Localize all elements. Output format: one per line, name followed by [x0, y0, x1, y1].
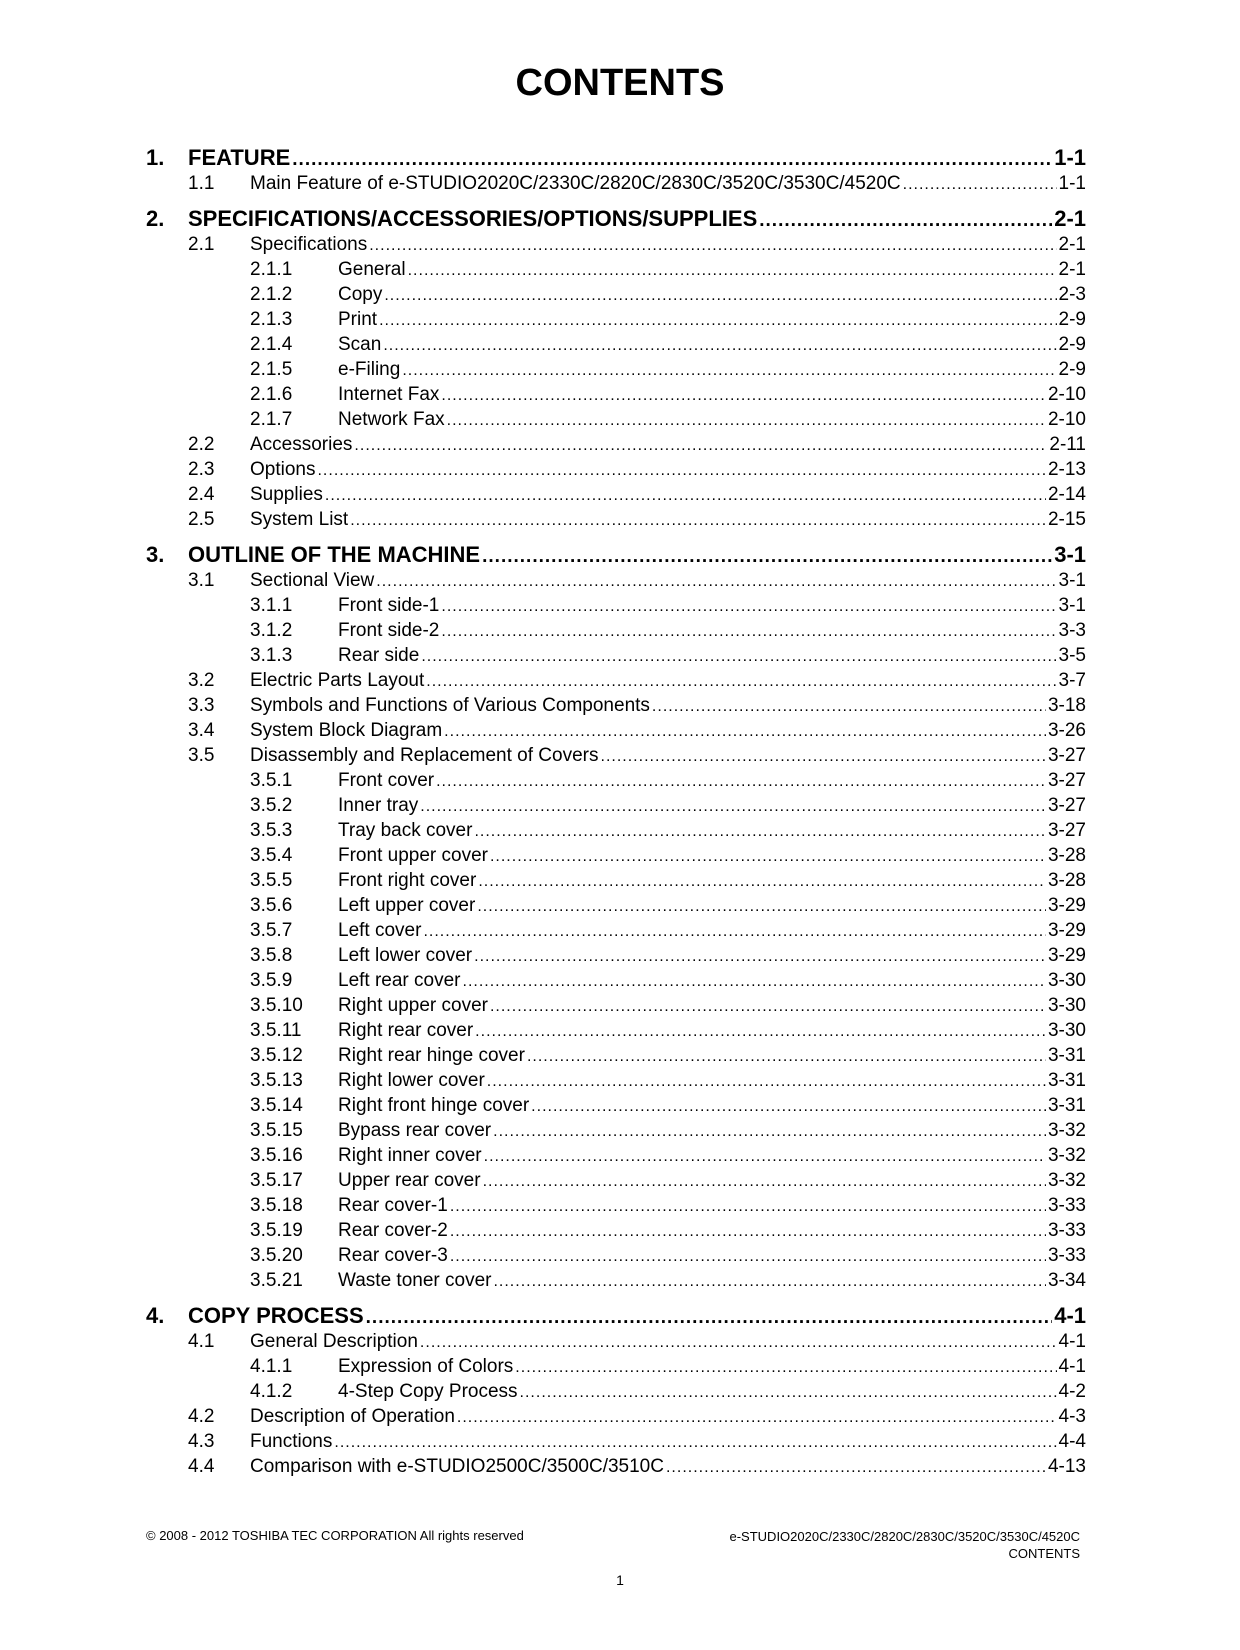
- toc-entry-title: Expression of Colors: [338, 1356, 514, 1377]
- toc-entry-page: 3-31: [1047, 1070, 1086, 1091]
- toc-entry-number: 3.5.15: [250, 1120, 303, 1141]
- dot-leader: [515, 1359, 1056, 1377]
- toc-chapter-row[interactable]: [146, 542, 1086, 570]
- toc-entry-page: 2-15: [1047, 509, 1086, 530]
- dot-leader: [531, 1098, 1046, 1116]
- toc-entry-title: Right lower cover: [338, 1070, 485, 1091]
- toc-entry-page: 3-34: [1047, 1270, 1086, 1291]
- toc-entry-number: 4.2: [188, 1406, 215, 1427]
- toc-entry-page: 3-1: [1058, 595, 1086, 616]
- toc-entry-row[interactable]: [146, 1170, 1086, 1195]
- toc-entry-row[interactable]: [146, 870, 1086, 895]
- toc-entry-row[interactable]: [146, 770, 1086, 795]
- toc-entry-title: Rear cover-2: [338, 1220, 448, 1241]
- dot-leader: [441, 598, 1056, 616]
- toc-entry-title: Main Feature of e-STUDIO2020C/2330C/2820C/2830C/3520C/3530C/4520C: [250, 173, 901, 194]
- toc-entry-number: 3.5.11: [250, 1020, 302, 1041]
- toc-entry-page: 3-1: [1054, 542, 1086, 567]
- toc-entry-row[interactable]: [146, 1245, 1086, 1270]
- toc-entry-row[interactable]: [146, 309, 1086, 334]
- toc-entry-row[interactable]: [146, 695, 1086, 720]
- dot-leader: [450, 1223, 1046, 1241]
- dot-leader: [493, 1273, 1046, 1291]
- toc-entry-page: 2-1: [1058, 234, 1086, 255]
- dot-leader: [402, 362, 1056, 380]
- toc-entry-title: FEATURE: [188, 145, 291, 170]
- toc-entry-title: Front cover: [338, 770, 435, 791]
- toc-entry-number: 3.5.2: [250, 795, 293, 816]
- toc-entry-row[interactable]: [146, 1145, 1086, 1170]
- toc-entry-title: Right upper cover: [338, 995, 488, 1016]
- toc-entry-number: 3.5.3: [250, 820, 293, 841]
- dot-leader: [384, 287, 1056, 305]
- toc-entry-number: 3.5.9: [250, 970, 293, 991]
- dot-leader: [379, 312, 1056, 330]
- toc-entry-number: 3.5.14: [250, 1095, 303, 1116]
- toc-entry-title: Waste toner cover: [338, 1270, 492, 1291]
- toc-entry-number: 2.1.3: [250, 309, 293, 330]
- toc-entry-row[interactable]: [146, 259, 1086, 284]
- toc-entry-row[interactable]: [146, 1381, 1086, 1406]
- toc-entry-row[interactable]: [146, 1020, 1086, 1045]
- dot-leader: [366, 1307, 1053, 1329]
- dot-leader: [376, 573, 1056, 591]
- toc-entry-page: 3-1: [1058, 570, 1086, 591]
- toc-entry-page: 3-27: [1047, 820, 1086, 841]
- toc-entry-page: 3-28: [1047, 845, 1086, 866]
- toc-entry-page: 3-31: [1047, 1045, 1086, 1066]
- toc-entry-title: Right front hinge cover: [338, 1095, 530, 1116]
- dot-leader: [474, 948, 1046, 966]
- dot-leader: [350, 512, 1046, 530]
- dot-leader: [426, 673, 1056, 691]
- toc-entry-page: 1-1: [1054, 145, 1086, 170]
- toc-entry-title: General Description: [250, 1331, 418, 1352]
- toc-entry-row[interactable]: [146, 1120, 1086, 1145]
- toc-entry-row[interactable]: [146, 234, 1086, 259]
- toc-entry-number: 3.5.13: [250, 1070, 303, 1091]
- toc-entry-title: Left rear cover: [338, 970, 461, 991]
- toc-entry-title: OUTLINE OF THE MACHINE: [188, 542, 481, 567]
- toc-entry-page: 3-29: [1047, 920, 1086, 941]
- toc-entry-number: 3.5.21: [250, 1270, 303, 1291]
- toc-entry-title: Internet Fax: [338, 384, 440, 405]
- toc-entry-row[interactable]: [146, 459, 1086, 484]
- toc-entry-page: 2-1: [1058, 259, 1086, 280]
- dot-leader: [408, 262, 1057, 280]
- toc-entry-page: 2-10: [1047, 384, 1086, 405]
- dot-leader: [441, 387, 1046, 405]
- toc-entry-title: Tray back cover: [338, 820, 473, 841]
- toc-entry-number: 3.5.18: [250, 1195, 303, 1216]
- toc-entry-page: 3-32: [1047, 1120, 1086, 1141]
- toc-entry-title: Rear side: [338, 645, 420, 666]
- dot-leader: [421, 648, 1056, 666]
- toc-entry-row[interactable]: [146, 434, 1086, 459]
- toc-entry-page: 3-27: [1047, 795, 1086, 816]
- toc-entry-title: Symbols and Functions of Various Components: [250, 695, 650, 716]
- toc-entry-title: Left cover: [338, 920, 422, 941]
- toc-entry-row[interactable]: [146, 995, 1086, 1020]
- dot-leader: [463, 973, 1046, 991]
- toc-entry-page: 2-1: [1054, 206, 1086, 231]
- toc-entry-number: 2.: [146, 206, 165, 231]
- dot-leader: [474, 823, 1046, 841]
- toc-entry-number: 3.5: [188, 745, 215, 766]
- toc-entry-page: 2-3: [1058, 284, 1086, 305]
- dot-leader: [444, 723, 1046, 741]
- dot-leader: [903, 176, 1057, 194]
- dot-leader: [457, 1409, 1057, 1427]
- toc-entry-page: 4-1: [1058, 1356, 1086, 1377]
- footer-section: CONTENTS: [1008, 1546, 1080, 1561]
- toc-entry-title: Left lower cover: [338, 945, 473, 966]
- toc-entry-title: Sectional View: [250, 570, 375, 591]
- dot-leader: [482, 546, 1052, 568]
- dot-leader: [441, 623, 1056, 641]
- dot-leader: [477, 898, 1046, 916]
- toc-entry-title: Copy: [338, 284, 383, 305]
- toc-entry-page: 2-10: [1047, 409, 1086, 430]
- toc-chapter-row[interactable]: [146, 1303, 1086, 1331]
- toc-entry-number: 4.3: [188, 1431, 215, 1452]
- toc-entry-page: 2-9: [1058, 309, 1086, 330]
- toc-entry-number: 3.5.5: [250, 870, 293, 891]
- dot-leader: [450, 1198, 1046, 1216]
- dot-leader: [420, 1334, 1057, 1352]
- toc-entry-row[interactable]: [146, 720, 1086, 745]
- toc-entry-page: 4-1: [1058, 1331, 1086, 1352]
- dot-leader: [759, 210, 1052, 232]
- toc-entry-number: 2.1.5: [250, 359, 293, 380]
- toc-entry-title: Electric Parts Layout: [250, 670, 425, 691]
- dot-leader: [292, 149, 1052, 171]
- toc-entry-row[interactable]: [146, 1045, 1086, 1070]
- toc-entry-number: 3.1.1: [250, 595, 293, 616]
- toc-entry-number: 3.5.16: [250, 1145, 303, 1166]
- toc-entry-number: 4.1: [188, 1331, 215, 1352]
- dot-leader: [666, 1459, 1046, 1477]
- toc-entry-title: Options: [250, 459, 316, 480]
- toc-entry-title: Left upper cover: [338, 895, 476, 916]
- toc-entry-row[interactable]: [146, 1356, 1086, 1381]
- footer-copyright: © 2008 - 2012 TOSHIBA TEC CORPORATION All rights reserved: [146, 1528, 524, 1543]
- footer-model: e-STUDIO2020C/2330C/2820C/2830C/3520C/3530C/4520C: [729, 1529, 1080, 1544]
- toc-entry-title: Rear cover-3: [338, 1245, 448, 1266]
- toc-entry-page: 3-33: [1047, 1245, 1086, 1266]
- toc-entry-number: 2.5: [188, 509, 215, 530]
- dot-leader: [484, 1148, 1046, 1166]
- toc-entry-page: 2-9: [1058, 359, 1086, 380]
- toc-entry-title: Front upper cover: [338, 845, 488, 866]
- toc-entry-row[interactable]: [146, 670, 1086, 695]
- toc-entry-row[interactable]: [146, 173, 1086, 198]
- toc-entry-number: 3.4: [188, 720, 215, 741]
- toc-entry-row[interactable]: [146, 1070, 1086, 1095]
- toc-entry-page: 4-2: [1058, 1381, 1086, 1402]
- toc-entry-row[interactable]: [146, 1456, 1086, 1481]
- toc-entry-number: 2.1.7: [250, 409, 293, 430]
- toc-entry-page: 3-29: [1047, 895, 1086, 916]
- toc-entry-number: 3.5.8: [250, 945, 293, 966]
- toc-entry-number: 3.5.7: [250, 920, 293, 941]
- toc-entry-row[interactable]: [146, 795, 1086, 820]
- toc-chapter-row[interactable]: [146, 206, 1086, 234]
- dot-leader: [334, 1434, 1056, 1452]
- toc-entry-number: 2.1.4: [250, 334, 293, 355]
- toc-entry-number: 3.5.12: [250, 1045, 303, 1066]
- toc-entry-row[interactable]: [146, 570, 1086, 595]
- toc-entry-row[interactable]: [146, 359, 1086, 384]
- dot-leader: [436, 773, 1046, 791]
- toc-entry-title: Accessories: [250, 434, 353, 455]
- toc-entry-page: 4-3: [1058, 1406, 1086, 1427]
- toc-entry-number: 1.1: [188, 173, 215, 194]
- toc-entry-title: Scan: [338, 334, 382, 355]
- toc-entry-number: 3.: [146, 542, 165, 567]
- dot-leader: [423, 923, 1046, 941]
- toc-entry-number: 3.2: [188, 670, 215, 691]
- toc-entry-number: 2.1: [188, 234, 215, 255]
- toc-entry-title: System Block Diagram: [250, 720, 443, 741]
- toc-entry-page: 3-28: [1047, 870, 1086, 891]
- toc-entry-title: Specifications: [250, 234, 368, 255]
- toc-entry-number: 3.5.10: [250, 995, 303, 1016]
- toc-entry-page: 2-13: [1047, 459, 1086, 480]
- toc-entry-row[interactable]: [146, 645, 1086, 670]
- toc-entry-row[interactable]: [146, 845, 1086, 870]
- toc-entry-number: 3.5.19: [250, 1220, 303, 1241]
- toc-entry-row[interactable]: [146, 509, 1086, 534]
- dot-leader: [325, 487, 1046, 505]
- dot-leader: [447, 412, 1046, 430]
- toc-entry-page: 3-30: [1047, 1020, 1086, 1041]
- dot-leader: [420, 798, 1046, 816]
- dot-leader: [520, 1384, 1057, 1402]
- toc-entry-row[interactable]: [146, 484, 1086, 509]
- toc-entry-page: 3-29: [1047, 945, 1086, 966]
- page-number: 1: [616, 1572, 624, 1588]
- dot-leader: [527, 1048, 1046, 1066]
- toc-entry-page: 3-33: [1047, 1220, 1086, 1241]
- toc-entry-title: e-Filing: [338, 359, 401, 380]
- toc-entry-page: 3-30: [1047, 995, 1086, 1016]
- toc-entry-title: Network Fax: [338, 409, 445, 430]
- toc-entry-number: 3.5.20: [250, 1245, 303, 1266]
- toc-entry-page: 3-27: [1047, 770, 1086, 791]
- toc-entry-page: 2-9: [1058, 334, 1086, 355]
- toc-entry-page: 4-13: [1047, 1456, 1086, 1477]
- toc-entry-row[interactable]: [146, 384, 1086, 409]
- dot-leader: [354, 437, 1047, 455]
- dot-leader: [601, 748, 1046, 766]
- toc-entry-row[interactable]: [146, 1431, 1086, 1456]
- toc-entry-number: 3.5.17: [250, 1170, 303, 1191]
- toc-chapter-row[interactable]: [146, 145, 1086, 173]
- dot-leader: [317, 462, 1045, 480]
- toc-entry-row[interactable]: [146, 920, 1086, 945]
- toc-entry-row[interactable]: [146, 1331, 1086, 1356]
- toc-entry-page: 4-1: [1054, 1303, 1086, 1328]
- toc-entry-row[interactable]: [146, 945, 1086, 970]
- toc-entry-number: 4.1.1: [250, 1356, 293, 1377]
- toc-entry-number: 3.1.3: [250, 645, 293, 666]
- toc-entry-title: 4-Step Copy Process: [338, 1381, 518, 1402]
- dot-leader: [652, 698, 1046, 716]
- toc-entry-title: Description of Operation: [250, 1406, 455, 1427]
- toc-entry-number: 4.1.2: [250, 1381, 293, 1402]
- dot-leader: [490, 998, 1046, 1016]
- toc-entry-page: 2-11: [1049, 434, 1086, 455]
- toc-entry-title: Front side-1: [338, 595, 440, 616]
- toc-entry-title: Front side-2: [338, 620, 440, 641]
- toc-entry-number: 3.5.4: [250, 845, 293, 866]
- toc-entry-page: 3-33: [1047, 1195, 1086, 1216]
- dot-leader: [369, 237, 1056, 255]
- toc-entry-title: Comparison with e-STUDIO2500C/3500C/3510C: [250, 1456, 664, 1477]
- toc-entry-title: General: [338, 259, 406, 280]
- toc-entry-page: 3-3: [1058, 620, 1086, 641]
- dot-leader: [487, 1073, 1046, 1091]
- toc-entry-title: Print: [338, 309, 378, 330]
- toc-entry-row[interactable]: [146, 284, 1086, 309]
- toc-entry-title: Supplies: [250, 484, 323, 505]
- toc-entry-number: 3.5.1: [250, 770, 293, 791]
- dot-leader: [475, 1023, 1046, 1041]
- dot-leader: [490, 848, 1046, 866]
- toc-entry-row[interactable]: [146, 1095, 1086, 1120]
- dot-leader: [383, 337, 1056, 355]
- toc-entry-page: 2-14: [1047, 484, 1086, 505]
- toc-entry-row[interactable]: [146, 1270, 1086, 1295]
- page-title: CONTENTS: [515, 62, 725, 104]
- toc-entry-page: 3-30: [1047, 970, 1086, 991]
- toc-entry-row[interactable]: [146, 595, 1086, 620]
- toc-entry-number: 2.2: [188, 434, 215, 455]
- toc-entry-row[interactable]: [146, 1220, 1086, 1245]
- toc-entry-title: Front right cover: [338, 870, 477, 891]
- dot-leader: [483, 1173, 1046, 1191]
- toc-entry-title: Functions: [250, 1431, 333, 1452]
- toc-entry-row[interactable]: [146, 1406, 1086, 1431]
- toc-entry-title: COPY PROCESS: [188, 1303, 364, 1328]
- toc-entry-number: 1.: [146, 145, 165, 170]
- toc-entry-row[interactable]: [146, 895, 1086, 920]
- toc-entry-title: Upper rear cover: [338, 1170, 481, 1191]
- dot-leader: [450, 1248, 1046, 1266]
- toc-entry-number: 3.5.6: [250, 895, 293, 916]
- toc-entry-row[interactable]: [146, 745, 1086, 770]
- dot-leader: [493, 1123, 1046, 1141]
- toc-entry-title: Right inner cover: [338, 1145, 482, 1166]
- table-of-contents: [146, 145, 1086, 1481]
- toc-entry-title: Rear cover-1: [338, 1195, 448, 1216]
- toc-entry-title: Inner tray: [338, 795, 419, 816]
- footer-model-block: [730, 1528, 1081, 1562]
- toc-entry-number: 2.3: [188, 459, 215, 480]
- toc-entry-page: 1-1: [1058, 173, 1086, 194]
- toc-entry-number: 3.1: [188, 570, 215, 591]
- toc-entry-number: 3.1.2: [250, 620, 293, 641]
- toc-entry-row[interactable]: [146, 409, 1086, 434]
- toc-entry-title: Bypass rear cover: [338, 1120, 492, 1141]
- toc-entry-number: 2.4: [188, 484, 215, 505]
- toc-entry-title: Disassembly and Replacement of Covers: [250, 745, 599, 766]
- toc-entry-number: 2.1.2: [250, 284, 293, 305]
- toc-entry-title: System List: [250, 509, 349, 530]
- toc-entry-number: 3.3: [188, 695, 215, 716]
- toc-entry-title: Right rear hinge cover: [338, 1045, 525, 1066]
- toc-entry-row[interactable]: [146, 334, 1086, 359]
- toc-entry-page: 3-18: [1047, 695, 1086, 716]
- toc-entry-page: 3-31: [1047, 1095, 1086, 1116]
- toc-entry-row[interactable]: [146, 820, 1086, 845]
- toc-entry-number: 2.1.6: [250, 384, 293, 405]
- toc-entry-number: 4.4: [188, 1456, 215, 1477]
- toc-entry-title: Right rear cover: [338, 1020, 474, 1041]
- toc-entry-title: SPECIFICATIONS/ACCESSORIES/OPTIONS/SUPPLIES: [188, 206, 758, 231]
- toc-entry-page: 3-32: [1047, 1145, 1086, 1166]
- toc-entry-page: 3-32: [1047, 1170, 1086, 1191]
- toc-entry-page: 3-5: [1058, 645, 1086, 666]
- toc-entry-number: 4.: [146, 1303, 165, 1328]
- toc-entry-page: 3-26: [1047, 720, 1086, 741]
- toc-entry-page: 4-4: [1058, 1431, 1086, 1452]
- toc-entry-row[interactable]: [146, 1195, 1086, 1220]
- toc-entry-page: 3-27: [1047, 745, 1086, 766]
- toc-entry-row[interactable]: [146, 620, 1086, 645]
- toc-entry-page: 3-7: [1058, 670, 1086, 691]
- toc-entry-number: 2.1.1: [250, 259, 293, 280]
- dot-leader: [478, 873, 1046, 891]
- toc-entry-row[interactable]: [146, 970, 1086, 995]
